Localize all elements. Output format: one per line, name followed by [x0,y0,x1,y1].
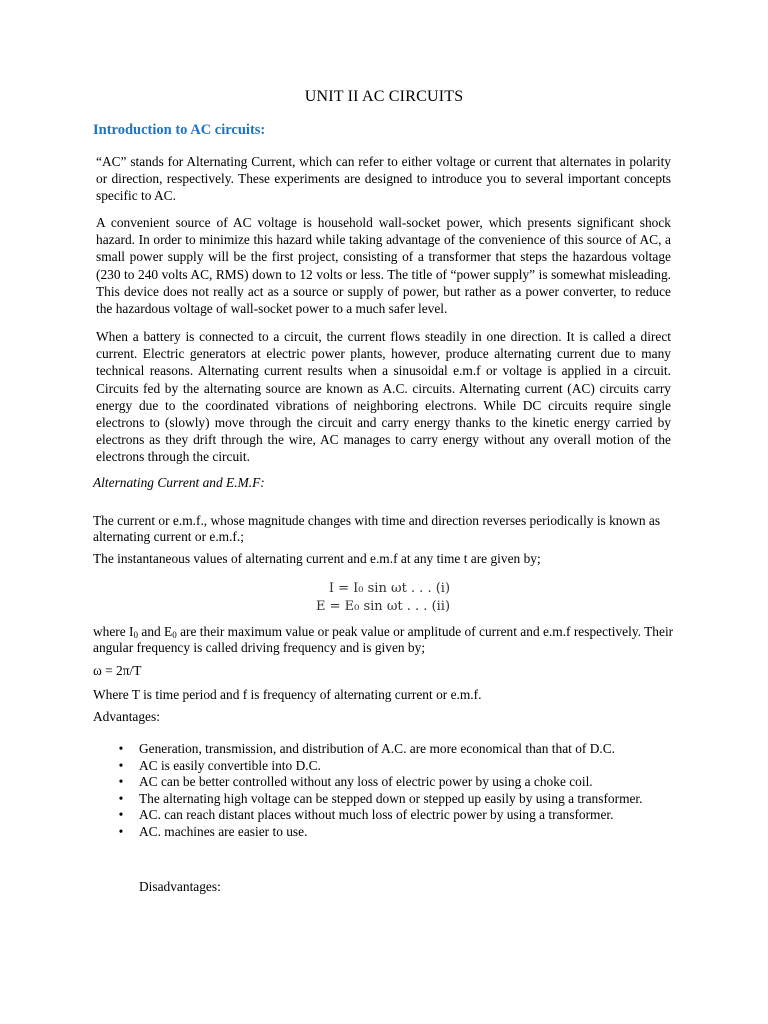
list-item: • AC is easily convertible into D.C. [115,758,643,775]
definition-text: The current or e.m.f., whose magnitude changes with time and direction reverses periodically is known as alternating current or e.m.f.; [93,513,661,544]
period-text: Where T is time period and f is frequency of alternating current or e.m.f. [93,687,482,702]
equation-block [316,580,450,616]
bullet-icon: • [118,757,124,773]
bullet-icon: • [118,774,124,790]
advantages-list [115,741,643,841]
bullet-icon: • [118,741,124,756]
list-item: • AC. can reach distant places without much loss of electric power by using a transformer. [115,807,643,824]
paragraph-power-supply: A convenient source of AC voltage is household wall-socket power, which presents significant shock hazard. In order to minimize this hazard while taking advantage of the convenience of this source of AC, a small power supply will be the first project, consisting of a transformer that steps the hazardous voltage (230 to 240 volts AC, RMS) down to 12 volts or less. The title of “power supply” is somewhat misleading. This device does not really act as a source or supply of power, but rather as a power converter, to reduce the hazardous voltage of wall-socket power to a much safer level. [96,215,671,317]
advantages-label: Advantages: [93,709,160,724]
where-text: where $I_0$ and $E_0$ are their maximum value or peak value or amplitude of current and e.m.f respectively. Their angular frequency is called driving frequency and is given by; [93,624,674,655]
omega-formula: ω = 2π/T [93,663,142,678]
bullet-icon: • [118,790,124,806]
equation-current: I = I₀ sin ωt . . . (i) [328,581,451,596]
bullet-icon: • [118,823,124,839]
section-heading-intro: Introduction to AC circuits: [93,122,266,138]
list-item: • AC can be better controlled without any loss of electric power by using a choke coil. [115,774,643,791]
paragraph-ac-vs-dc: When a battery is connected to a circuit, the current flows steadily in one direction. It is called a direct current. Electric generators at electric power plants, however, produce alternating current due to many technical reasons. Alternating current results when a sinusoidal e.m.f or voltage is applied in a circuit. Circuits fed by the alternating source are known as A.C. circuits. Alternating current (AC) circuits carry energy due to the coordinated vibrations of neighboring electrons. While DC circuits require single electrons to (slowly) move through the circuit and carry energy thanks to the kinetic energy carried by electrons as they drift through the wire, AC manages to carry energy without any overall motion of the electrons through the circuit. [96,329,671,465]
list-item: • AC. machines are easier to use. [115,824,643,841]
subsection-heading-emf: Alternating Current and E.M.F: [93,475,265,490]
instantaneous-text: The instantaneous values of alternating current and e.m.f at any time t are given by; [93,551,541,566]
paragraph-ac-definition: “AC” stands for Alternating Current, which can refer to either voltage or current that alternates in polarity or direction, respectively. These experiments are designed to introduce you to several important concepts specific to AC. [96,154,671,204]
list-item: • Generation, transmission, and distribution of A.C. are more economical than that of D.C. [115,741,643,758]
disadvantages-label: Disadvantages: [139,879,221,894]
bullet-icon: • [118,807,124,823]
equation-emf: E = E₀ sin ωt . . . (ii) [316,599,451,614]
page-title: UNIT II AC CIRCUITS [304,88,464,105]
list-item: • The alternating high voltage can be stepped down or stepped up easily by using a transformer. [115,791,643,808]
